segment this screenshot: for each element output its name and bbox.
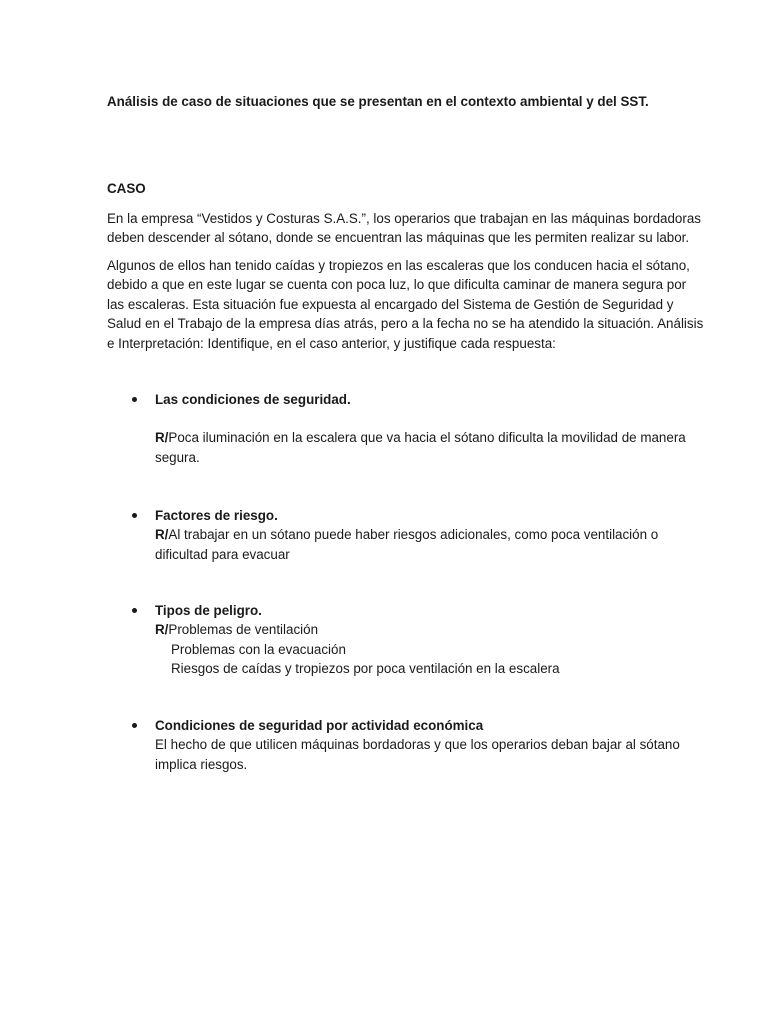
answer-text: Poca iluminación en la escalera que va hacia el sótano dificulta la movilidad de manera	[168, 430, 686, 446]
bullet-icon	[132, 513, 137, 518]
caso-heading: CASO	[107, 181, 146, 196]
list-item-content	[155, 390, 686, 467]
list-item-heading: Las condiciones de seguridad.	[155, 392, 351, 407]
paragraph-line: deben descender al sótano, donde se encuentran las máquinas que les permiten realizar su labor.	[107, 230, 690, 246]
list-item-heading: Factores de riesgo.	[155, 508, 278, 523]
answer-line	[155, 620, 655, 639]
list-item-content	[155, 506, 659, 564]
paragraph-line: las escaleras. Esta situación fue expuesta al encargado del Sistema de Gestión de Seguridad y	[107, 296, 674, 312]
bullet-icon	[132, 723, 137, 728]
answer-line: Riesgos de caídas y tropiezos por poca ventilación en la escalera	[171, 661, 560, 677]
answer-prefix: R/	[155, 430, 169, 446]
answer-text: Al trabajar en un sótano puede haber riesgos adicionales, como poca ventilación o	[168, 527, 659, 543]
case-paragraph-1	[107, 209, 701, 248]
answer-line: implica riesgos.	[155, 756, 248, 772]
answer-line: segura.	[155, 449, 200, 465]
list-item-heading: Tipos de peligro.	[155, 603, 262, 618]
list-item-content	[155, 601, 655, 679]
answer-prefix: R/	[155, 622, 169, 638]
paragraph-line: debido a que en este lugar se cuenta con poca luz, lo que dificulta caminar de manera segura por	[107, 277, 687, 293]
paragraph-line: En la empresa “Vestidos y Costuras S.A.S.”, los operarios que trabajan en las máquinas bordadoras	[107, 211, 701, 226]
case-paragraph-2	[107, 256, 704, 353]
answer-line	[155, 525, 659, 544]
answer-line: dificultad para evacuar	[155, 546, 290, 562]
answer-prefix: R/	[155, 527, 169, 543]
answer-line	[155, 428, 686, 447]
paragraph-line: Salud en el Trabajo de la empresa días atrás, pero a la fecha no se ha atendido la situación. Análisis	[107, 316, 704, 332]
list-item-content	[155, 716, 680, 774]
document-title: Análisis de caso de situaciones que se presentan en el contexto ambiental y del SST.	[107, 94, 649, 109]
bullet-icon	[132, 397, 137, 402]
answer-line: El hecho de que utilicen máquinas bordadoras y que los operarios deban bajar al sótano	[155, 737, 680, 753]
paragraph-line: Algunos de ellos han tenido caídas y tropiezos en las escaleras que los conducen hacia el sótano,	[107, 258, 690, 273]
paragraph-line: e Interpretación: Identifique, en el caso anterior, y justifique cada respuesta:	[107, 335, 556, 351]
list-item-heading: Condiciones de seguridad por actividad económica	[155, 718, 484, 733]
answer-text: Problemas de ventilación	[168, 622, 319, 638]
answer-line: Problemas con la evacuación	[171, 641, 346, 657]
bullet-icon	[132, 608, 137, 613]
